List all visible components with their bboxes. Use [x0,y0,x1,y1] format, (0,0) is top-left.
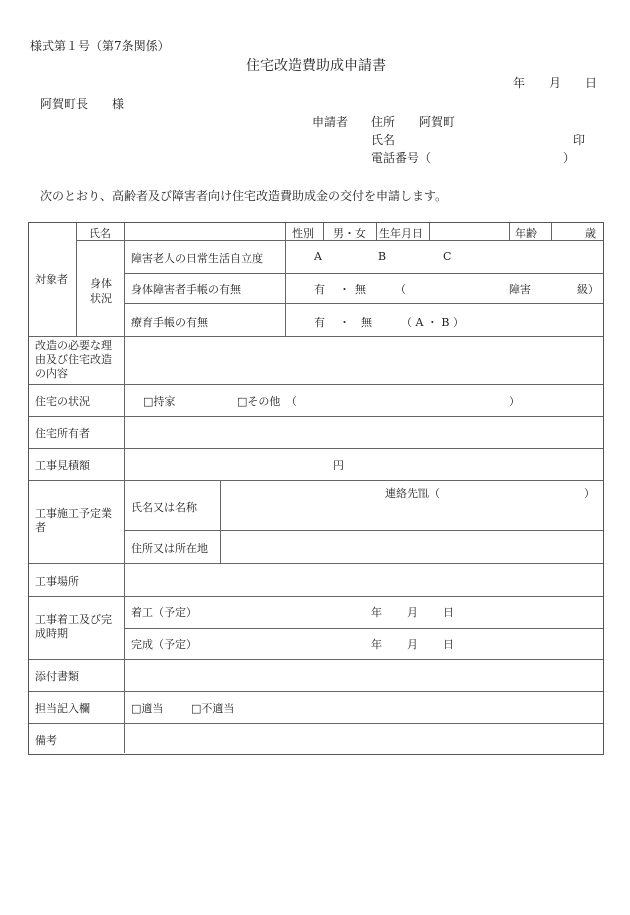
estimate-yen-unit: 円 [333,459,344,472]
construction-site-label: 工事場所 [35,575,79,588]
other-housing-checkbox[interactable]: □その他 （ [237,395,297,408]
contact-paren-close: ） [584,487,595,500]
date-day-label: 日 [585,76,598,90]
physical-status-label-2: 状況 [90,292,112,305]
applicant-address-label: 住所 [371,115,396,129]
applicant-name-label: 氏名 [371,133,396,147]
rehab-grades[interactable]: （ A ・ B ） [401,316,465,329]
estimate-label: 工事見積額 [35,459,90,472]
age-label: 年齢 [515,227,537,240]
house-owner-label: 住宅所有者 [35,427,90,440]
applicant-address-value[interactable]: 阿賀町 [419,115,456,129]
date-month-label: 月 [549,76,562,90]
addressee-honorific: 様 [112,97,125,111]
start-year-label: 年 [371,606,382,619]
sex-options[interactable]: 男・女 [333,227,366,240]
rehab-dot: ・ [339,316,350,329]
grade-a[interactable]: A [314,250,322,263]
applicant-seal: 印 [573,133,586,147]
construction-period-label: 工事着工及び完成時期 [35,613,112,640]
attachments-label: 添付書類 [35,670,79,683]
start-day-label: 日 [443,606,454,619]
application-form-table [28,222,604,755]
completion-month-label: 月 [407,638,418,651]
appropriate-checkbox[interactable]: □適当 [131,702,164,715]
owned-house-checkbox[interactable]: □持家 [143,395,176,408]
contractor-name-label: 氏名又は名称 [131,501,197,514]
contractor-contact-label: 連絡先℡（ [385,487,440,500]
age-unit: 歳 [585,227,596,240]
page-title: 住宅改造費助成申請書 [246,58,386,74]
subject-label: 対象者 [35,273,68,286]
contractor-label: 工事施工予定業者 [35,507,112,534]
housing-paren-close: ） [509,395,520,408]
handbook-yes[interactable]: 有 [314,283,325,296]
applicant-label: 申請者 [312,115,349,129]
disability-handbook-label: 身体障害者手帳の有無 [131,283,241,296]
sex-label: 性別 [292,227,314,240]
start-month-label: 月 [407,606,418,619]
housing-status-label: 住宅の状況 [35,395,90,408]
reason-label: 改造の必要な理由及び住宅改造の内容 [35,339,112,380]
rehab-no[interactable]: 無 [361,316,372,329]
completion-date-label: 完成（予定） [131,638,197,651]
handbook-paren-open: （ [395,283,406,296]
date-year-label: 年 [513,76,526,90]
grade-b[interactable]: B [378,250,387,263]
contractor-address-label: 住所又は所在地 [131,542,208,555]
start-date-label: 着工（予定） [131,606,197,619]
physical-status-label-1: 身体 [90,277,112,290]
subject-name-label: 氏名 [89,227,111,240]
handbook-no[interactable]: 無 [355,283,366,296]
form-number: 様式第１号（第7条関係） [30,39,170,53]
disability-grade-close: 級） [577,283,599,296]
completion-day-label: 日 [443,638,454,651]
handbook-dot: ・ [339,283,350,296]
inappropriate-checkbox[interactable]: □不適当 [191,702,235,715]
grade-c[interactable]: C [443,250,452,263]
completion-year-label: 年 [371,638,382,651]
rehab-yes[interactable]: 有 [314,316,325,329]
independence-level-label: 障害老人の日常生活自立度 [131,252,263,265]
disability-label: 障害 [509,283,531,296]
intro-text: 次のとおり、高齢者及び障害者向け住宅改造費助成金の交付を申請します。 [40,189,448,203]
addressee: 阿賀町長 [40,97,89,111]
remarks-label: 備考 [35,734,57,747]
applicant-phone-label: 電話番号（ [371,151,432,165]
birth-date-label: 生年月日 [379,227,423,240]
rehab-handbook-label: 療育手帳の有無 [131,316,208,329]
applicant-phone-close: ） [563,151,576,165]
staff-entry-label: 担当記入欄 [35,702,90,715]
